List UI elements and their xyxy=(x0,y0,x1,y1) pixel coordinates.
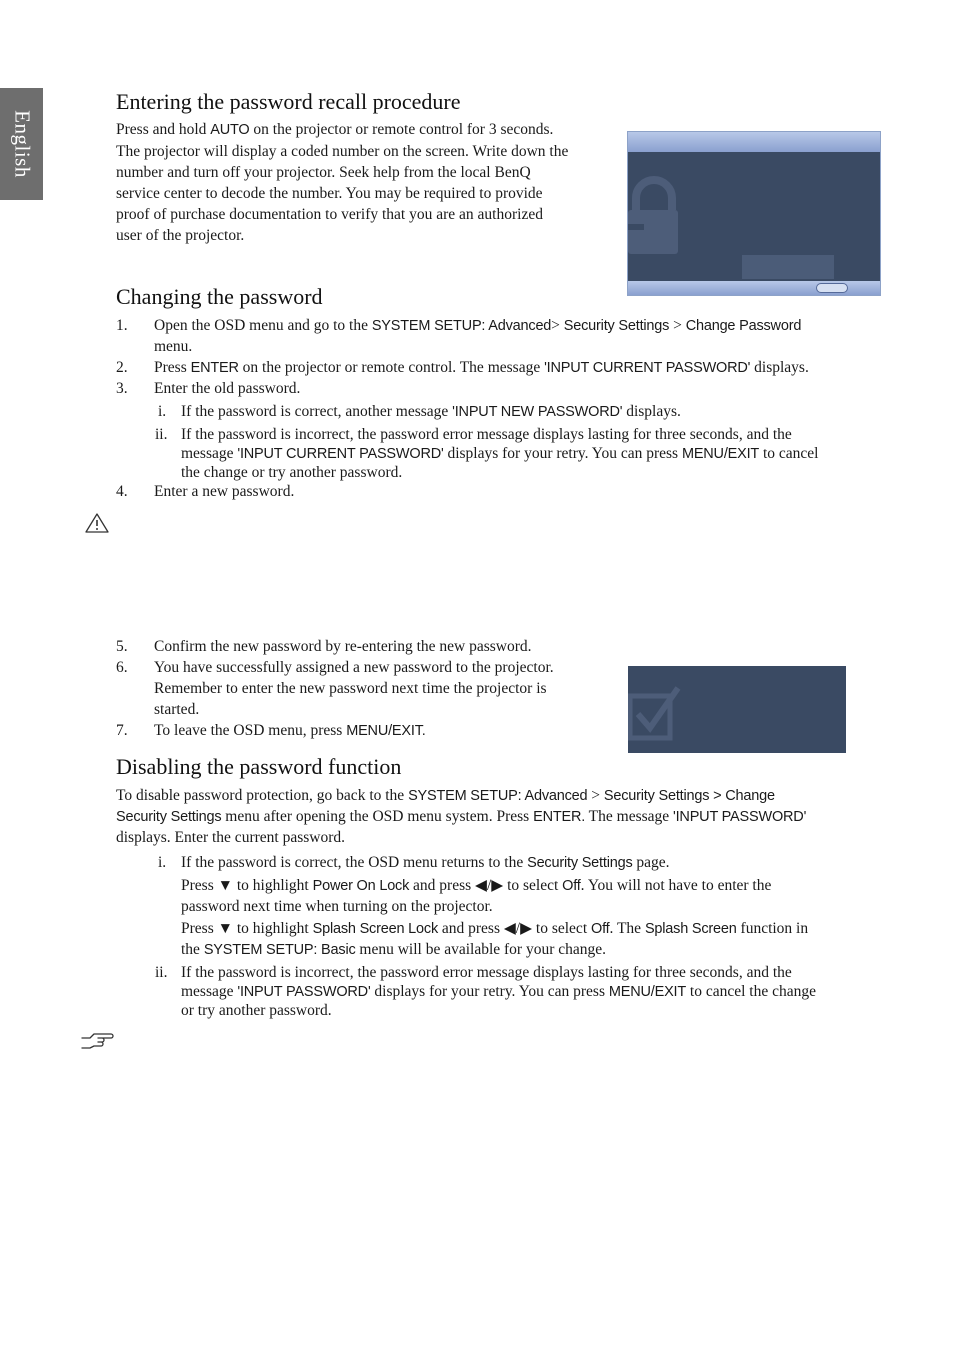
substep-number: i. xyxy=(158,403,167,420)
substep-number: i. xyxy=(158,854,167,871)
step-number: 1. xyxy=(116,317,128,334)
disable-splash-lock-line-1: Press ▼ to highlight Splash Screen Lock and press ◀/▶ to select Off. The Splash Screen function in xyxy=(181,920,809,937)
recall-line-1: Press and hold AUTO on the projector or remote control for 3 seconds. xyxy=(116,121,554,138)
substep-ii-line-1: If the password is incorrect, the password error message displays lasting for three seconds, and the xyxy=(181,426,792,443)
osd-title-bar xyxy=(628,132,880,152)
osd-ok-button xyxy=(816,283,848,293)
recall-line-2: The projector will display a coded number on the screen. Write down the xyxy=(116,143,569,160)
step-6-line-2: Remember to enter the new password next time the projector is xyxy=(154,680,547,697)
step-number: 2. xyxy=(116,359,128,376)
disable-i-text: If the password is correct, the OSD menu returns to the Security Settings page. xyxy=(181,854,670,871)
padlock-icon xyxy=(628,172,688,262)
checkmark-icon xyxy=(628,682,684,742)
substep-i-text: If the password is correct, another message 'INPUT NEW PASSWORD' displays. xyxy=(181,403,681,420)
key-auto: AUTO xyxy=(210,122,250,138)
step-3-text: Enter the old password. xyxy=(154,380,301,397)
step-number: 5. xyxy=(116,638,128,655)
step-4-text: Enter a new password. xyxy=(154,483,295,500)
disable-power-on-lock-line-1: Press ▼ to highlight Power On Lock and press ◀/▶ to select Off. You will not have to enter the xyxy=(181,877,772,894)
osd-bottom-bar xyxy=(628,281,880,295)
step-6-line-1: You have successfully assigned a new password to the projector. xyxy=(154,659,554,676)
recall-line-4: service center to decode the number. You may be required to provide xyxy=(116,185,543,202)
osd-code-field xyxy=(742,255,834,279)
language-tab-label: English xyxy=(10,110,34,178)
recall-line-6: user of the projector. xyxy=(116,227,245,244)
step-7-text: To leave the OSD menu, press MENU/EXIT. xyxy=(154,722,426,739)
osd-success-screenshot xyxy=(628,666,846,753)
section-title-disable: Disabling the password function xyxy=(116,754,402,779)
warning-triangle-icon xyxy=(84,512,110,534)
language-tab xyxy=(0,88,43,200)
recall-paragraph xyxy=(116,119,616,246)
step-5-text: Confirm the new password by re-entering the new password. xyxy=(154,638,532,655)
disable-line-1: To disable password protection, go back to the SYSTEM SETUP: Advanced > Security Settings > Change xyxy=(116,787,775,804)
osd-recall-screenshot xyxy=(627,131,881,296)
disable-ii-line-1: If the password is incorrect, the password error message displays lasting for three seconds, and the xyxy=(181,964,792,981)
pointing-hand-icon xyxy=(80,1030,114,1050)
step-number: 7. xyxy=(116,722,128,739)
substep-number: ii. xyxy=(155,964,168,981)
disable-ii-line-3: or try another password. xyxy=(181,1002,332,1019)
disable-line-2: Security Settings menu after opening the OSD menu system. Press ENTER. The message 'INPUT PASSWORD' xyxy=(116,808,807,825)
recall-line-3: number and turn off your projector. Seek help from the local BenQ xyxy=(116,164,531,181)
step-number: 6. xyxy=(116,659,128,676)
step-number: 4. xyxy=(116,483,128,500)
disable-line-3: displays. Enter the current password. xyxy=(116,829,345,846)
section-title-change: Changing the password xyxy=(116,284,323,309)
disable-power-on-lock-line-2: password next time when turning on the projector. xyxy=(181,898,493,915)
down-arrow-icon: ▼ xyxy=(217,877,233,894)
step-1-text-cont: menu. xyxy=(154,338,193,355)
disable-splash-lock-line-2: the SYSTEM SETUP: Basic menu will be available for your change. xyxy=(181,941,607,958)
step-number: 3. xyxy=(116,380,128,397)
substep-ii-line-2: message 'INPUT CURRENT PASSWORD' displays for your retry. You can press MENU/EXIT to cancel xyxy=(181,445,819,462)
substep-number: ii. xyxy=(155,426,168,443)
section-title-recall: Entering the password recall procedure xyxy=(116,89,461,114)
substep-ii-line-3: the change or try another password. xyxy=(181,464,403,481)
left-right-arrows-icon: ◀/▶ xyxy=(475,877,504,894)
disable-ii-line-2: message 'INPUT PASSWORD' displays for your retry. You can press MENU/EXIT to cancel the change xyxy=(181,983,816,1000)
step-6-line-3: started. xyxy=(154,701,200,718)
step-1-text: Open the OSD menu and go to the SYSTEM SETUP: Advanced> Security Settings > Change Password xyxy=(154,317,802,334)
down-arrow-icon: ▼ xyxy=(217,920,233,937)
recall-line-5: proof of purchase documentation to verify that you are an authorized xyxy=(116,206,543,223)
step-2-text: Press ENTER on the projector or remote control. The message 'INPUT CURRENT PASSWORD' displays. xyxy=(154,359,809,376)
left-right-arrows-icon: ◀/▶ xyxy=(503,920,533,937)
